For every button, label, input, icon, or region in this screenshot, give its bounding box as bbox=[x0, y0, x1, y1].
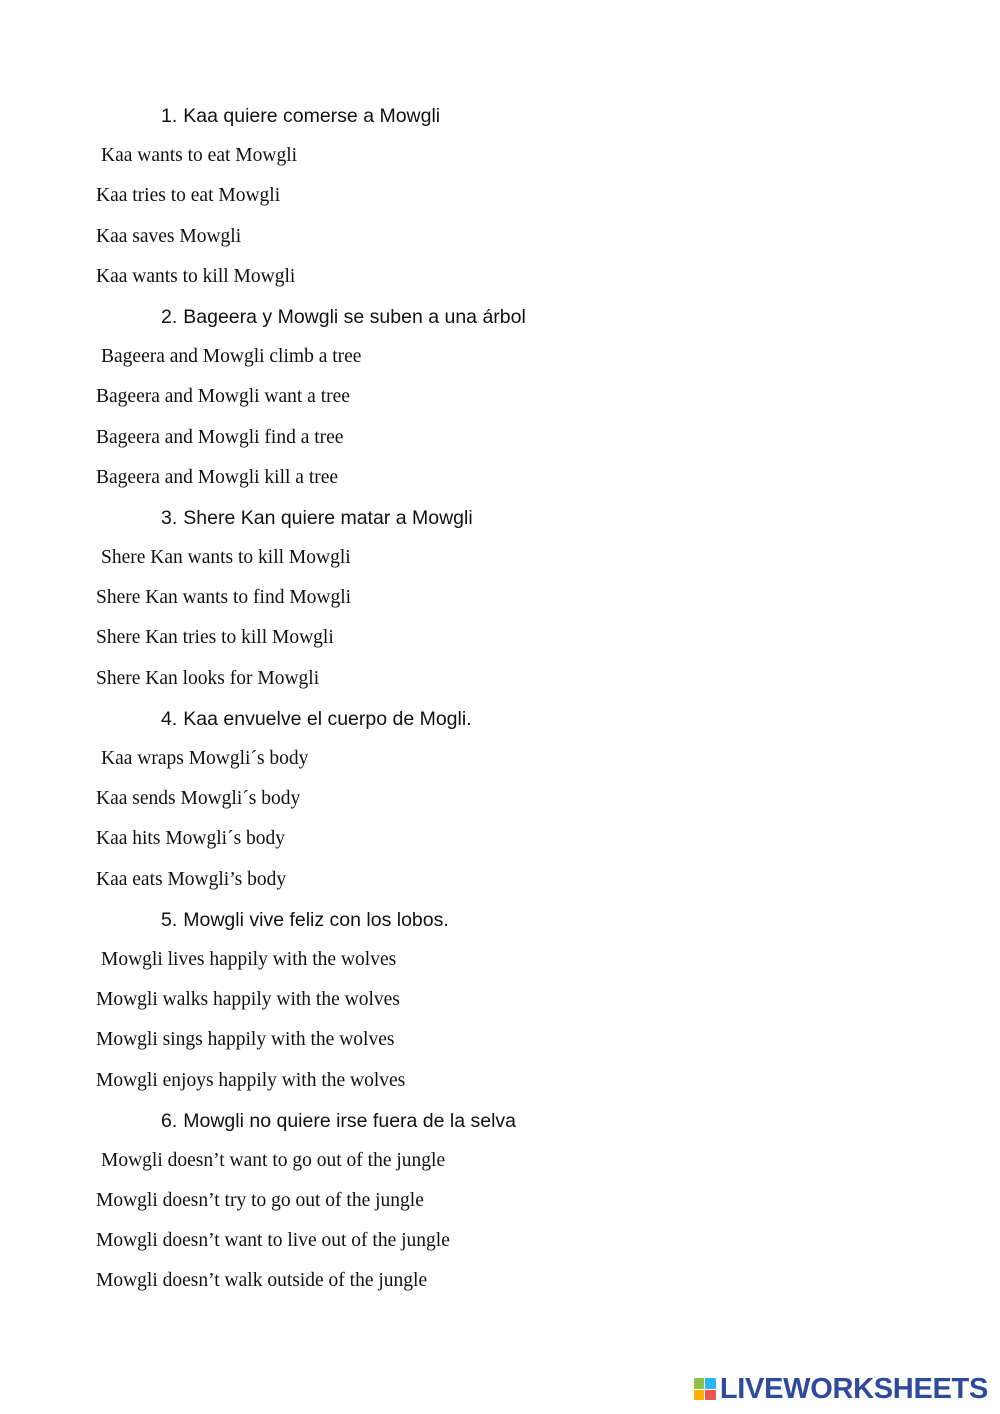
answer-option[interactable]: Kaa eats Mowgli’s body bbox=[96, 868, 287, 890]
answer-option[interactable]: Kaa tries to eat Mowgli bbox=[96, 185, 281, 207]
answer-option[interactable]: Mowgli lives happily with the wolves bbox=[101, 948, 397, 970]
question-number: 4. bbox=[161, 707, 178, 730]
answer-option[interactable]: Bageera and Mowgli kill a tree bbox=[96, 466, 339, 488]
question-text: Kaa envuelve el cuerpo de Mogli. bbox=[183, 707, 472, 730]
answer-option[interactable]: Mowgli enjoys happily with the wolves bbox=[96, 1069, 406, 1091]
answer-option[interactable]: Shere Kan wants to find Mowgli bbox=[96, 587, 352, 609]
question-block bbox=[96, 699, 916, 900]
answer-option[interactable]: Kaa wraps Mowgli´s body bbox=[101, 748, 309, 769]
answer-option[interactable]: Bageera and Mowgli want a tree bbox=[96, 386, 350, 408]
liveworksheets-brand bbox=[694, 1374, 988, 1404]
question-number: 6. bbox=[161, 1109, 178, 1132]
answer-option[interactable]: Mowgli doesn’t want to go out of the jungle bbox=[101, 1149, 446, 1171]
brand-wordmark: LIVEWORKSHEETS bbox=[719, 1373, 988, 1405]
question-prompt bbox=[96, 297, 916, 337]
answer-option[interactable]: Shere Kan wants to kill Mowgli bbox=[101, 547, 351, 569]
liveworksheets-logo-icon bbox=[694, 1378, 716, 1400]
question-number: 3. bbox=[161, 506, 178, 529]
logo-square-icon bbox=[705, 1378, 716, 1389]
question-text: Mowgli no quiere irse fuera de la selva bbox=[183, 1109, 517, 1132]
answer-option[interactable]: Mowgli sings happily with the wolves bbox=[96, 1029, 395, 1051]
question-block bbox=[96, 1101, 916, 1302]
answer-option[interactable]: Shere Kan tries to kill Mowgli bbox=[96, 627, 334, 649]
answer-option[interactable]: Kaa wants to kill Mowgli bbox=[96, 265, 296, 287]
question-block bbox=[96, 96, 916, 297]
answer-option[interactable]: Bageera and Mowgli find a tree bbox=[96, 426, 344, 448]
logo-square-icon bbox=[694, 1378, 705, 1389]
question-number: 1. bbox=[161, 105, 178, 127]
answer-option[interactable]: Kaa wants to eat Mowgli bbox=[101, 145, 298, 167]
question-text: Shere Kan quiere matar a Mowgli bbox=[183, 506, 473, 529]
answer-option[interactable]: Shere Kan looks for Mowgli bbox=[96, 667, 320, 689]
answer-option[interactable]: Mowgli doesn’t want to live out of the jungle bbox=[96, 1230, 450, 1252]
question-text: Bageera y Mowgli se suben a una árbol bbox=[183, 305, 526, 328]
question-number: 5. bbox=[161, 908, 178, 931]
answer-option[interactable]: Kaa saves Mowgli bbox=[96, 225, 242, 247]
logo-square-icon bbox=[705, 1390, 716, 1401]
answer-option[interactable]: Kaa sends Mowgli´s body bbox=[96, 788, 301, 810]
question-prompt bbox=[96, 1101, 916, 1141]
question-block bbox=[96, 900, 916, 1101]
question-number: 2. bbox=[161, 305, 178, 328]
answer-option[interactable]: Bageera and Mowgli climb a tree bbox=[101, 346, 362, 368]
logo-square-icon bbox=[694, 1390, 705, 1401]
question-list bbox=[96, 96, 916, 1302]
question-prompt bbox=[96, 96, 916, 136]
answer-option[interactable]: Mowgli doesn’t try to go out of the jungle bbox=[96, 1190, 424, 1212]
question-prompt bbox=[96, 699, 916, 739]
question-block bbox=[96, 498, 916, 699]
answer-option[interactable]: Mowgli doesn’t walk outside of the jungle bbox=[96, 1270, 428, 1292]
answer-option[interactable]: Kaa hits Mowgli´s body bbox=[96, 828, 286, 850]
question-prompt bbox=[96, 498, 916, 538]
question-block bbox=[96, 297, 916, 498]
question-text: Kaa quiere comerse a Mowgli bbox=[183, 105, 441, 127]
answer-option[interactable]: Mowgli walks happily with the wolves bbox=[96, 989, 400, 1011]
question-prompt bbox=[96, 900, 916, 940]
question-text: Mowgli vive feliz con los lobos. bbox=[183, 908, 449, 931]
